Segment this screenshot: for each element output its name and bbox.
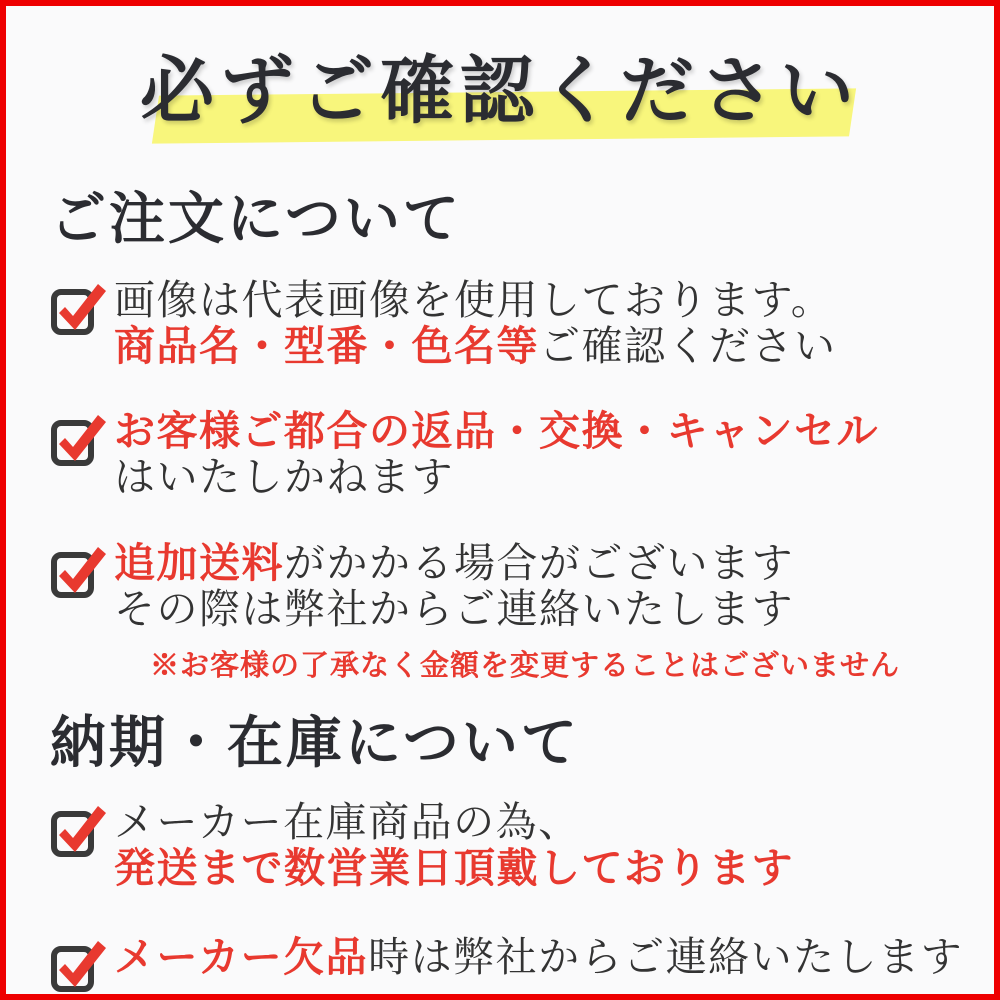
checkbox-checked-icon xyxy=(50,411,106,467)
item-text xyxy=(114,541,794,633)
checkbox-checked-icon xyxy=(50,543,106,599)
item-text-segment: はいたしかねます xyxy=(114,454,454,501)
page-title: 必ずご確認ください xyxy=(140,51,860,133)
checkbox-checked-icon xyxy=(50,802,106,858)
item-text-segment-emphasis: お客様ご都合の返品・交換・キャンセル xyxy=(114,408,879,455)
item-text-segment: ご確認ください xyxy=(539,322,837,369)
section-heading-order: ご注文について xyxy=(50,189,462,251)
item-text xyxy=(114,935,963,981)
item-text-segment-emphasis: 追加送料 xyxy=(114,540,284,587)
item-text-segment-emphasis: メーカー欠品 xyxy=(114,934,369,981)
list-item-maker-stock xyxy=(50,800,966,892)
item-text-segment: 画像は代表画像を使用しております。 xyxy=(114,276,834,323)
price-change-note: ※お客様の了承なく金額を変更することはございません xyxy=(150,650,901,683)
list-item-maker-shortage xyxy=(50,935,966,993)
item-text-segment-emphasis: 発送まで数営業日頂戴しております xyxy=(114,844,794,891)
checkbox-checked-icon xyxy=(50,280,106,336)
item-text-segment-emphasis: 商品名・型番・色名等 xyxy=(114,322,539,369)
list-item-returns xyxy=(50,409,966,501)
item-text-segment: 時は弊社からご連絡いたします xyxy=(368,934,964,981)
item-text xyxy=(114,800,794,892)
item-text-segment: その際は弊社からご連絡いたします xyxy=(114,586,794,633)
checkbox-checked-icon xyxy=(50,937,106,993)
item-text xyxy=(114,409,879,501)
list-item-extra-shipping xyxy=(50,541,966,633)
item-text-segment: メーカー在庫商品の為、 xyxy=(114,798,581,845)
section-heading-delivery-stock: 納期・在庫について xyxy=(50,713,580,776)
item-text-segment: がかかる場合がございます xyxy=(284,540,794,587)
order-items xyxy=(50,278,966,684)
page-title-block xyxy=(6,40,994,150)
delivery-items xyxy=(50,800,966,994)
list-item-representative-image xyxy=(50,278,966,370)
item-text xyxy=(114,278,837,370)
